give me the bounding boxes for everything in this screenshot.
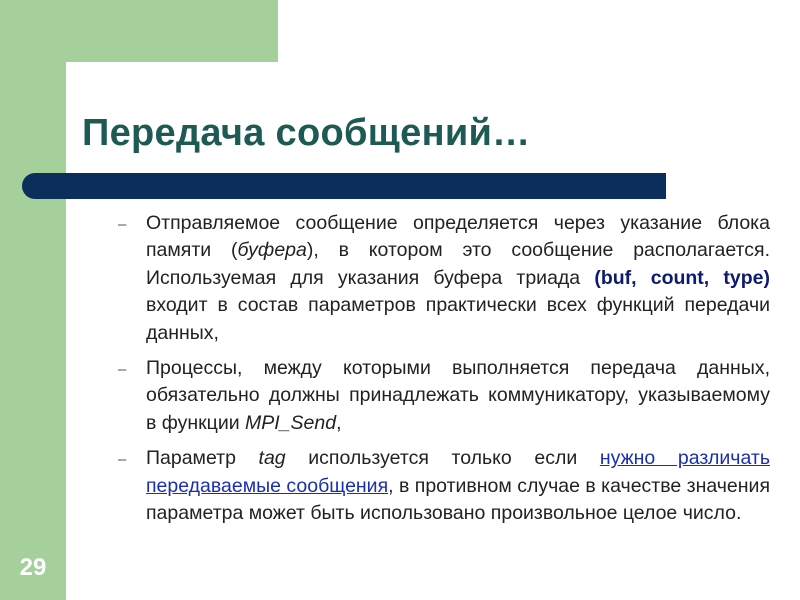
- bullet-item: [118, 210, 770, 347]
- bullet-text: входит в состав параметров практически всех функций передачи данных,: [146, 294, 770, 344]
- bullet-text: Параметр: [146, 447, 259, 470]
- bullet-dash: –: [118, 451, 127, 469]
- bullet-text: , в противном случае в качестве значения параметра может быть использовано произвольное целое число.: [146, 474, 771, 525]
- term-triad: (buf, count, type): [594, 266, 770, 289]
- bullet-text: используется только если: [285, 447, 600, 470]
- term-buffer: буфера: [237, 239, 307, 262]
- bullet-text: ,: [336, 411, 342, 434]
- green-left-band: [0, 0, 66, 600]
- slide-title: Передача сообщений…: [82, 112, 531, 154]
- bullet-text: ), в котором это сообщение располагается. Используемая для указания буфера триада: [146, 239, 770, 289]
- bullet-text: Процессы, между которыми выполняется передача данных, обязательно должны принадлежать коммуникатору, указываемому в функции: [146, 357, 770, 434]
- bullet-item: [118, 355, 770, 437]
- title-underline-bar: [22, 173, 666, 199]
- bullet-dash: –: [118, 216, 127, 233]
- bullet-item: [118, 445, 770, 527]
- slide-content: [118, 210, 770, 535]
- bullet-dash: –: [118, 361, 127, 379]
- link-distinguish-messages[interactable]: нужно различать передаваемые сообщения: [146, 447, 770, 497]
- term-tag: tag: [258, 447, 286, 470]
- slide-number: 29: [19, 554, 47, 581]
- term-mpi-send: MPI_Send: [245, 411, 337, 434]
- bullet-text: Отправляемое сообщение определяется через указание блока памяти (: [146, 212, 770, 262]
